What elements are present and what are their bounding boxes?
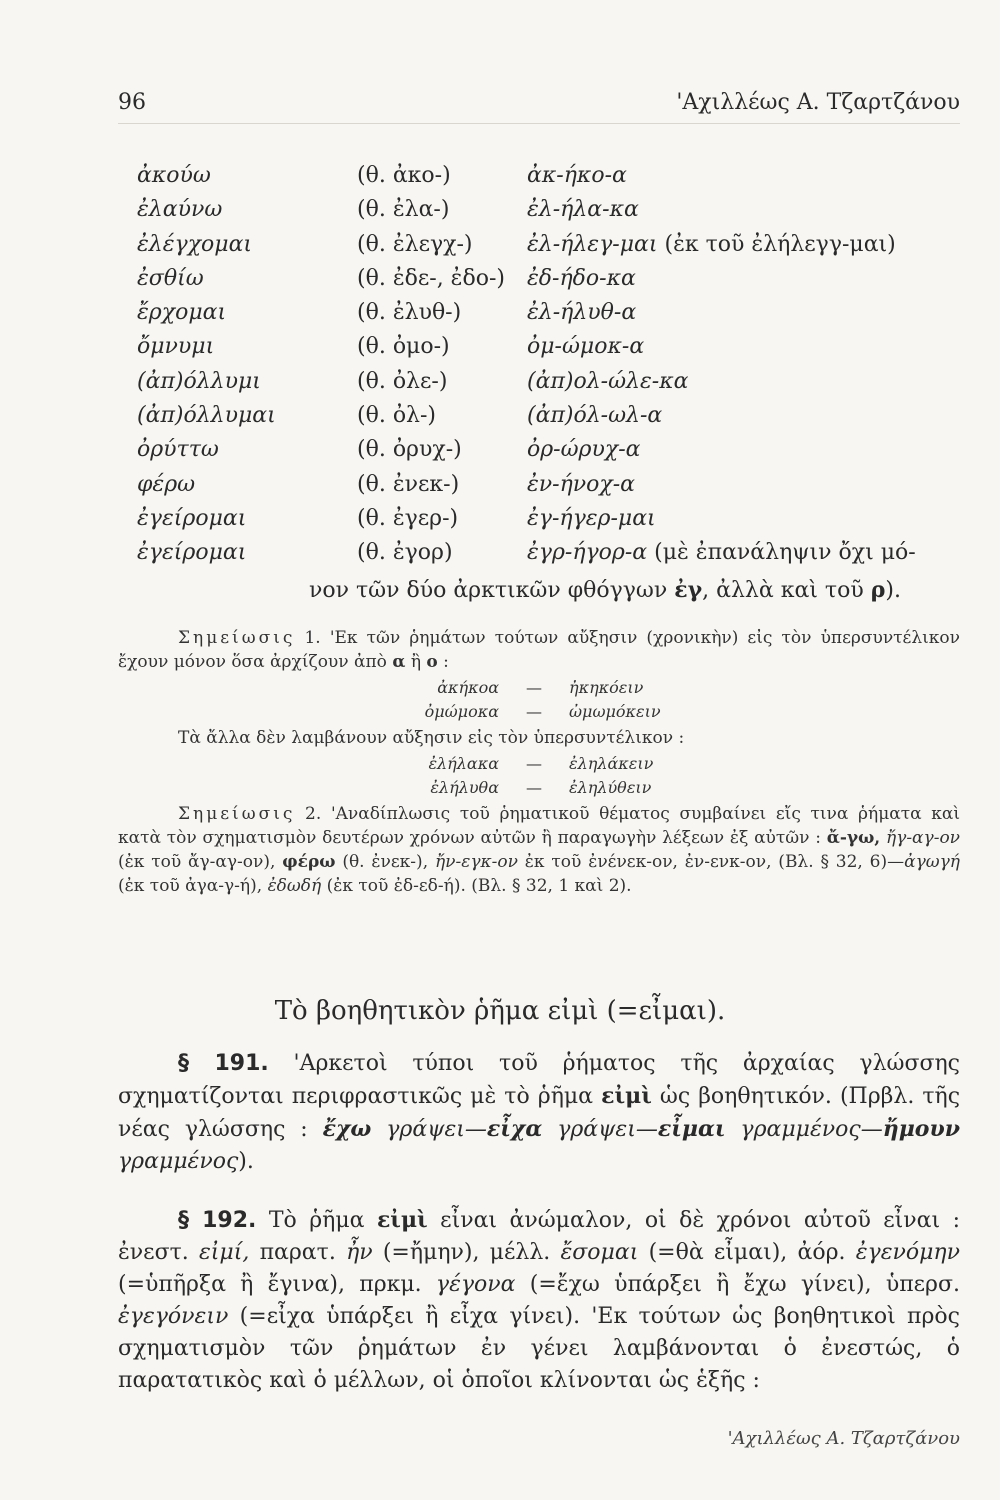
- verb-table-continuation: νον τῶν δύο ἀρκτικῶν φθόγγων ἐγ, ἀλλὰ καὶ τοῦ ρ).: [309, 576, 901, 603]
- verb-perfect: ἐλ-ήλα-κα: [527, 197, 639, 223]
- running-head: [118, 90, 960, 124]
- verb-theme: (θ. ὀλ-): [357, 403, 437, 429]
- verb-perfect: ἐλ-ήλυθ-α: [527, 300, 637, 326]
- verb-perfect-cell: [527, 506, 656, 531]
- note-1-continuation: Τὰ ἄλλα δὲν λαμβάνουν αὔξησιν εἰς τὸν ὑπερσυντέλικον :: [178, 728, 685, 748]
- section-number: § 192.: [178, 1208, 257, 1233]
- verb-present: ἐσθίω: [137, 265, 204, 291]
- verb-perfect-cell: [527, 197, 639, 222]
- verb-present: ἐγείρομαι: [137, 540, 247, 566]
- pair-dash: —: [526, 702, 542, 721]
- verb-perfect: ἐγ-ήγερ-μαι: [527, 505, 656, 531]
- example-pair: [118, 676, 960, 700]
- pair-right: ἐληλάκειν: [569, 754, 654, 773]
- verb-note: (ἐκ τοῦ ἐλήλεγγ-μαι): [664, 231, 896, 257]
- verb-present: ὀρύττω: [137, 437, 219, 463]
- example-pair: [118, 752, 960, 776]
- note-1: Σημείωσις 1. 'Εκ τῶν ῥημάτων τούτων αὔξησιν (χρονικὴν) εἰς τὸν ὑπερσυντέλικον ἔχουν μόνον ὅσα ἀρχίζουν ἀπὸ α ἢ ο :: [118, 628, 961, 672]
- verb-row: [137, 163, 977, 197]
- verb-present: ἔρχομαι: [137, 300, 227, 326]
- verb-perfect: (ἀπ)όλ-ωλ-α: [527, 403, 663, 429]
- verb-theme: (θ. ἐδε-, ἐδο-): [357, 265, 505, 291]
- verb-theme: (θ. ἐγορ): [357, 540, 453, 566]
- verb-theme: (θ. ἀκο-): [357, 163, 451, 188]
- verb-perfect-cell: [527, 437, 640, 462]
- paragraph-191: § 191. 'Αρκετοὶ τύποι τοῦ ῥήματος τῆς ἀρχαίας γλώσσης σχηματίζονται περιφραστικῶς μὲ τὸ ῥῆμα εἰμὶ ὡς βοηθητικόν. (Πρβλ. τῆς νέας γλώσσης : ἔχω γράψει—εἶχα γράψει—εἶμαι γραμμένος—ἤμουν γραμμένος).: [118, 1051, 961, 1174]
- page-number: 96: [118, 90, 146, 115]
- verb-perfect: ὀμ-ώμοκ-α: [527, 334, 645, 360]
- verb-perfect-cell: [527, 540, 916, 565]
- verb-row: [137, 403, 977, 437]
- verb-perfect: ἐδ-ήδο-κα: [527, 265, 636, 291]
- running-title: 'Αχιλλέως Α. Τζαρτζάνου: [676, 90, 960, 115]
- verb-perfect: ἐλ-ήλεγ-μαι: [527, 231, 658, 257]
- verb-present: ἐγείρομαι: [137, 505, 247, 531]
- verb-perfect-cell: [527, 232, 896, 257]
- example-pairs-1: [118, 676, 960, 724]
- note-2: Σημείωσις 2. 'Αναδίπλωσις τοῦ ῥηματικοῦ θέματος συμβαίνει εἴς τινα ῥήματα καὶ κατὰ τὸν σχηματισμὸν δευτέρων χρόνων αὐτῶν ἢ παραγωγὴν λέξεων ἐξ αὐτῶν : ἄ-γω, ἤγ-αγ-ον (ἐκ τοῦ ἄγ-αγ-ον), φέρω (θ. ἐνεκ-), ἤν-εγκ-ον ἐκ τοῦ ἐνένεκ-ον, ἐν-ενκ-ον, (Βλ. § 32, 6)—ἀγωγή (ἐκ τοῦ ἀγα-γ-ή), ἐδωδή (ἐκ τοῦ ἐδ-εδ-ή). (Βλ. § 32, 1 καὶ 2).: [118, 804, 961, 896]
- verb-theme: (θ. ἐνεκ-): [357, 471, 460, 497]
- verb-perfect: ἐγρ-ήγορ-α: [527, 540, 648, 566]
- verb-perfect: ὀρ-ώρυχ-α: [527, 437, 641, 463]
- verb-perfect-cell: [527, 369, 689, 394]
- verb-note: (μὲ ἐπανάληψιν ὄχι μό-: [654, 540, 916, 566]
- verb-theme: (θ. ὀμο-): [357, 334, 450, 360]
- verb-row: [137, 300, 977, 334]
- verb-theme: (θ. ὀλε-): [357, 368, 448, 394]
- verb-present: (ἀπ)όλλυμι: [137, 368, 261, 394]
- verb-perfect-cell: [527, 472, 635, 497]
- verb-theme: (θ. ἐλεγχ-): [357, 231, 473, 257]
- verb-present: ἀκούω: [137, 163, 211, 188]
- paragraph-192: § 192. Τὸ ῥῆμα εἰμὶ εἶναι ἀνώμαλον, οἱ δὲ χρόνοι αὐτοῦ εἶναι : ἐνεστ. εἰμί, παρατ. ἦν (=ἤμην), μέλλ. ἔσομαι (=θὰ εἶμαι), ἀόρ. ἐγενόμην (=ὑπῆρξα ἢ ἔγινα), πρκμ. γέγονα (=ἔχω ὑπάρξει ἢ ἔχω γίνει), ὑπερσ. ἐγεγόνειν (=εἶχα ὑπάρξει ἢ εἶχα γίνει). 'Εκ τούτων ὡς βοηθητικοὶ πρὸς σχηματισμὸν τῶν ῥημάτων ἐν γένει λαμβάνονται ὁ ἐνεστώς, ὁ παρατατικὸς καὶ ὁ μέλλων, οἱ ὁποῖοι κλίνονται ὡς ἑξῆς :: [118, 1207, 961, 1393]
- pair-dash: —: [526, 754, 542, 773]
- verb-row: [137, 472, 977, 506]
- pair-dash: —: [526, 778, 542, 797]
- verb-perfect-cell: [527, 163, 627, 188]
- verb-row: [137, 506, 977, 540]
- pair-left: ἀκήκοα: [437, 678, 499, 697]
- verb-row: [137, 437, 977, 471]
- pair-right: ἐληλύθειν: [569, 778, 652, 797]
- verb-theme: (θ. ἐλα-): [357, 197, 450, 223]
- verb-present: ἐλαύνω: [137, 197, 223, 223]
- section-heading: Τὸ βοηθητικὸν ῥῆμα εἰμὶ (=εἶμαι).: [274, 996, 726, 1026]
- verb-row: [137, 540, 977, 574]
- pair-left: ἐλήλακα: [428, 754, 499, 773]
- verb-perfect-cell: [527, 266, 636, 291]
- verb-row: [137, 232, 977, 266]
- verb-perfect: ἐν-ήνοχ-α: [527, 471, 636, 497]
- verb-row: [137, 266, 977, 300]
- notes-block: [118, 626, 960, 898]
- verb-present: (ἀπ)όλλυμαι: [137, 403, 276, 429]
- pair-left: ἐλήλυθα: [430, 778, 499, 797]
- verb-row: [137, 197, 977, 231]
- example-pair: [118, 776, 960, 800]
- verb-theme: (θ. ἐλυθ-): [357, 300, 462, 326]
- verb-present: ὄμνυμι: [137, 334, 215, 360]
- verb-theme: (θ. ἐγερ-): [357, 505, 459, 531]
- signature: 'Αχιλλέως Α. Τζαρτζάνου: [727, 1428, 960, 1449]
- verb-row: [137, 369, 977, 403]
- pair-right: ἠκηκόειν: [569, 678, 644, 697]
- verb-perfect-cell: [527, 300, 636, 325]
- example-pairs-2: [118, 752, 960, 800]
- verb-perfect-cell: [527, 403, 662, 428]
- verb-perfect: (ἀπ)ολ-ώλε-κα: [527, 368, 689, 394]
- verb-present: ἐλέγχομαι: [137, 231, 253, 257]
- pair-right: ὠμωμόκειν: [569, 702, 661, 721]
- verb-present: φέρω: [137, 471, 196, 497]
- verb-perfect-cell: [527, 334, 644, 359]
- verb-table: [137, 163, 977, 603]
- example-pair: [118, 700, 960, 724]
- pair-dash: —: [526, 678, 542, 697]
- verb-row: [137, 334, 977, 368]
- pair-left: ὀμώμοκα: [424, 702, 499, 721]
- verb-theme: (θ. ὀρυχ-): [357, 437, 462, 463]
- section-number: § 191.: [178, 1051, 269, 1076]
- verb-perfect: ἀκ-ήκο-α: [527, 163, 627, 188]
